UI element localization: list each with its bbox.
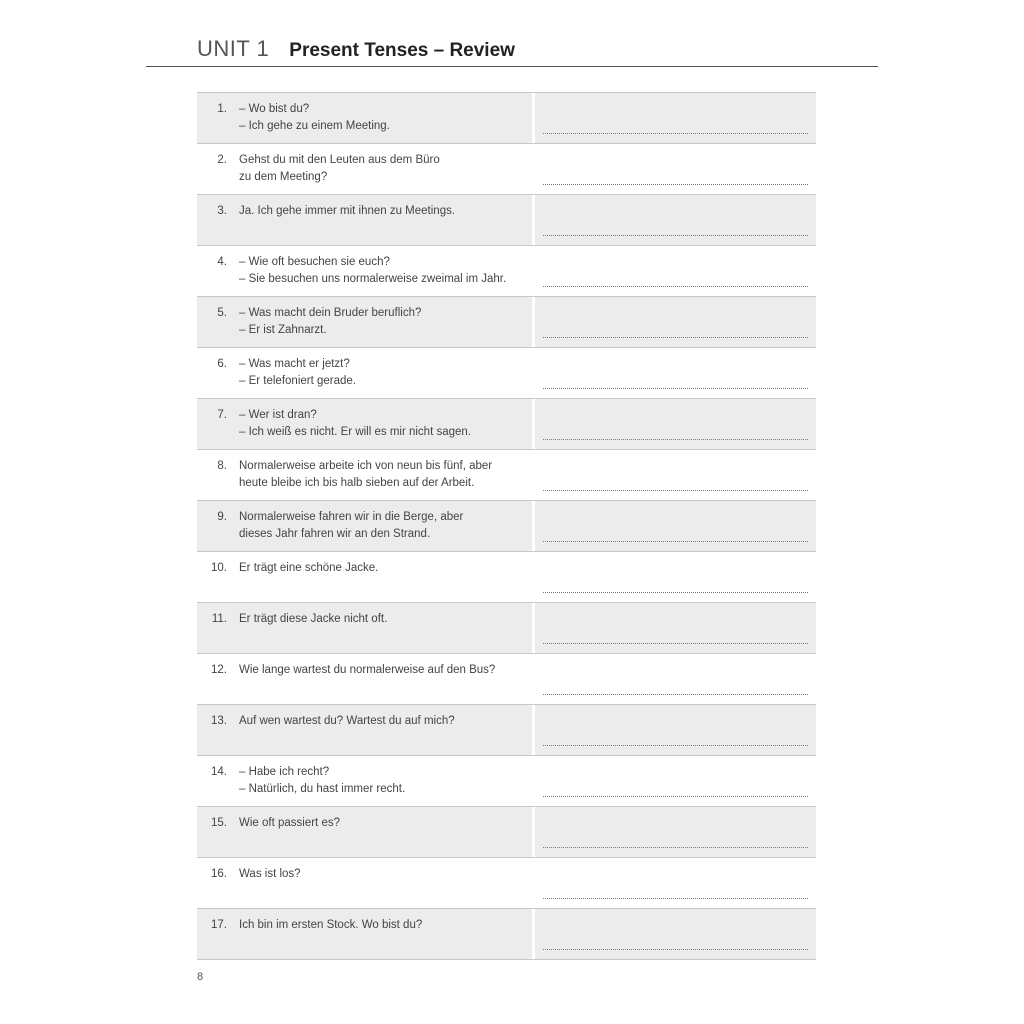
question-text xyxy=(239,662,495,704)
question-number: 3. xyxy=(217,205,227,217)
answer-cell[interactable] xyxy=(535,756,816,806)
page-header xyxy=(197,36,515,62)
question-line: Was ist los? xyxy=(239,868,301,880)
exercise-table xyxy=(197,92,816,960)
answer-cell[interactable] xyxy=(535,348,816,398)
question-number: 13. xyxy=(211,715,227,727)
question-cell xyxy=(197,705,532,755)
answer-cell[interactable] xyxy=(535,654,816,704)
answer-line xyxy=(543,949,808,950)
question-cell xyxy=(197,807,532,857)
question-line: Er trägt diese Jacke nicht oft. xyxy=(239,613,388,625)
answer-cell[interactable] xyxy=(535,450,816,500)
question-number: 1. xyxy=(217,103,227,115)
question-line: – Wer ist dran? xyxy=(239,409,317,421)
exercise-row xyxy=(197,93,816,144)
question-number: 15. xyxy=(211,817,227,829)
answer-cell[interactable] xyxy=(535,501,816,551)
answer-line xyxy=(543,541,808,542)
exercise-row xyxy=(197,144,816,195)
question-line: – Habe ich recht? xyxy=(239,766,330,778)
question-number: 11. xyxy=(211,613,227,625)
answer-cell[interactable] xyxy=(535,246,816,296)
question-text xyxy=(239,101,390,143)
exercise-row xyxy=(197,552,816,603)
answer-cell[interactable] xyxy=(535,195,816,245)
answer-line xyxy=(543,184,808,185)
question-number: 5. xyxy=(217,307,227,319)
exercise-row xyxy=(197,501,816,552)
question-number: 17. xyxy=(211,919,227,931)
question-cell xyxy=(197,246,532,296)
answer-line xyxy=(543,694,808,695)
answer-line xyxy=(543,286,808,287)
question-line: – Was macht dein Bruder beruflich? xyxy=(239,307,422,319)
question-text xyxy=(239,152,440,194)
exercise-row xyxy=(197,909,816,960)
answer-cell[interactable] xyxy=(535,297,816,347)
question-number: 16. xyxy=(211,868,227,880)
answer-line xyxy=(543,745,808,746)
question-cell xyxy=(197,399,532,449)
answer-cell[interactable] xyxy=(535,603,816,653)
question-line: Er trägt eine schöne Jacke. xyxy=(239,562,379,574)
answer-cell[interactable] xyxy=(535,807,816,857)
answer-line xyxy=(543,898,808,899)
answer-cell[interactable] xyxy=(535,144,816,194)
question-cell xyxy=(197,93,532,143)
question-line: Ich bin im ersten Stock. Wo bist du? xyxy=(239,919,423,931)
exercise-row xyxy=(197,450,816,501)
question-number: 14. xyxy=(211,766,227,778)
question-cell xyxy=(197,654,532,704)
question-number: 7. xyxy=(217,409,227,421)
question-number: 8. xyxy=(217,460,227,472)
exercise-row xyxy=(197,603,816,654)
question-line: Wie lange wartest du normalerweise auf den Bus? xyxy=(239,664,496,676)
question-line: Normalerweise arbeite ich von neun bis fünf, aber xyxy=(239,460,493,472)
question-number: 4. xyxy=(217,256,227,268)
question-line: Wie oft passiert es? xyxy=(239,817,340,829)
question-text xyxy=(239,611,387,653)
page-number: 8 xyxy=(197,971,204,983)
question-cell xyxy=(197,603,532,653)
answer-line xyxy=(543,847,808,848)
answer-cell[interactable] xyxy=(535,552,816,602)
question-cell xyxy=(197,297,532,347)
question-line: – Er telefoniert gerade. xyxy=(239,375,356,387)
question-text xyxy=(239,356,356,398)
question-text xyxy=(239,458,492,500)
exercise-row xyxy=(197,654,816,705)
question-line: – Er ist Zahnarzt. xyxy=(239,324,327,336)
exercise-row xyxy=(197,756,816,807)
answer-cell[interactable] xyxy=(535,399,816,449)
answer-line xyxy=(543,490,808,491)
question-cell xyxy=(197,144,532,194)
question-text xyxy=(239,509,463,551)
question-line: – Natürlich, du hast immer recht. xyxy=(239,783,406,795)
answer-line xyxy=(543,592,808,593)
question-text xyxy=(239,764,405,806)
question-line: – Was macht er jetzt? xyxy=(239,358,350,370)
question-line: Gehst du mit den Leuten aus dem Büro xyxy=(239,154,440,166)
question-text xyxy=(239,866,301,908)
question-line: dieses Jahr fahren wir an den Strand. xyxy=(239,528,431,540)
question-text xyxy=(239,815,340,857)
exercise-row xyxy=(197,195,816,246)
question-line: – Wie oft besuchen sie euch? xyxy=(239,256,390,268)
question-line: – Wo bist du? xyxy=(239,103,310,115)
question-text xyxy=(239,254,506,296)
answer-cell[interactable] xyxy=(535,705,816,755)
question-text xyxy=(239,407,471,449)
exercise-row xyxy=(197,807,816,858)
question-line: Auf wen wartest du? Wartest du auf mich? xyxy=(239,715,455,727)
question-number: 6. xyxy=(217,358,227,370)
answer-cell[interactable] xyxy=(535,909,816,959)
question-cell xyxy=(197,450,532,500)
question-text xyxy=(239,305,421,347)
question-cell xyxy=(197,348,532,398)
answer-line xyxy=(543,388,808,389)
exercise-row xyxy=(197,705,816,756)
question-cell xyxy=(197,756,532,806)
exercise-row xyxy=(197,399,816,450)
question-cell xyxy=(197,501,532,551)
question-cell xyxy=(197,195,532,245)
question-line: Normalerweise fahren wir in die Berge, aber xyxy=(239,511,464,523)
exercise-row xyxy=(197,348,816,399)
question-line: zu dem Meeting? xyxy=(239,171,328,183)
question-number: 10. xyxy=(211,562,227,574)
question-text xyxy=(239,203,455,245)
answer-cell[interactable] xyxy=(535,858,816,908)
question-line: – Sie besuchen uns normalerweise zweimal im Jahr. xyxy=(239,273,507,285)
question-line: heute bleibe ich bis halb sieben auf der Arbeit. xyxy=(239,477,475,489)
page-title: Present Tenses – Review xyxy=(289,40,515,61)
unit-label: UNIT 1 xyxy=(197,36,270,61)
question-line: – Ich weiß es nicht. Er will es mir nicht sagen. xyxy=(239,426,471,438)
question-cell xyxy=(197,552,532,602)
question-text xyxy=(239,917,422,959)
question-cell xyxy=(197,858,532,908)
question-number: 9. xyxy=(217,511,227,523)
question-number: 12. xyxy=(211,664,227,676)
answer-line xyxy=(543,133,808,134)
question-number: 2. xyxy=(217,154,227,166)
question-line: – Ich gehe zu einem Meeting. xyxy=(239,120,390,132)
answer-line xyxy=(543,643,808,644)
answer-line xyxy=(543,235,808,236)
question-text xyxy=(239,713,455,755)
exercise-row xyxy=(197,297,816,348)
exercise-row xyxy=(197,858,816,909)
header-divider xyxy=(146,66,878,67)
question-text xyxy=(239,560,378,602)
answer-line xyxy=(543,337,808,338)
question-line: Ja. Ich gehe immer mit ihnen zu Meetings. xyxy=(239,205,456,217)
answer-line xyxy=(543,439,808,440)
exercise-row xyxy=(197,246,816,297)
question-cell xyxy=(197,909,532,959)
answer-cell[interactable] xyxy=(535,93,816,143)
answer-line xyxy=(543,796,808,797)
